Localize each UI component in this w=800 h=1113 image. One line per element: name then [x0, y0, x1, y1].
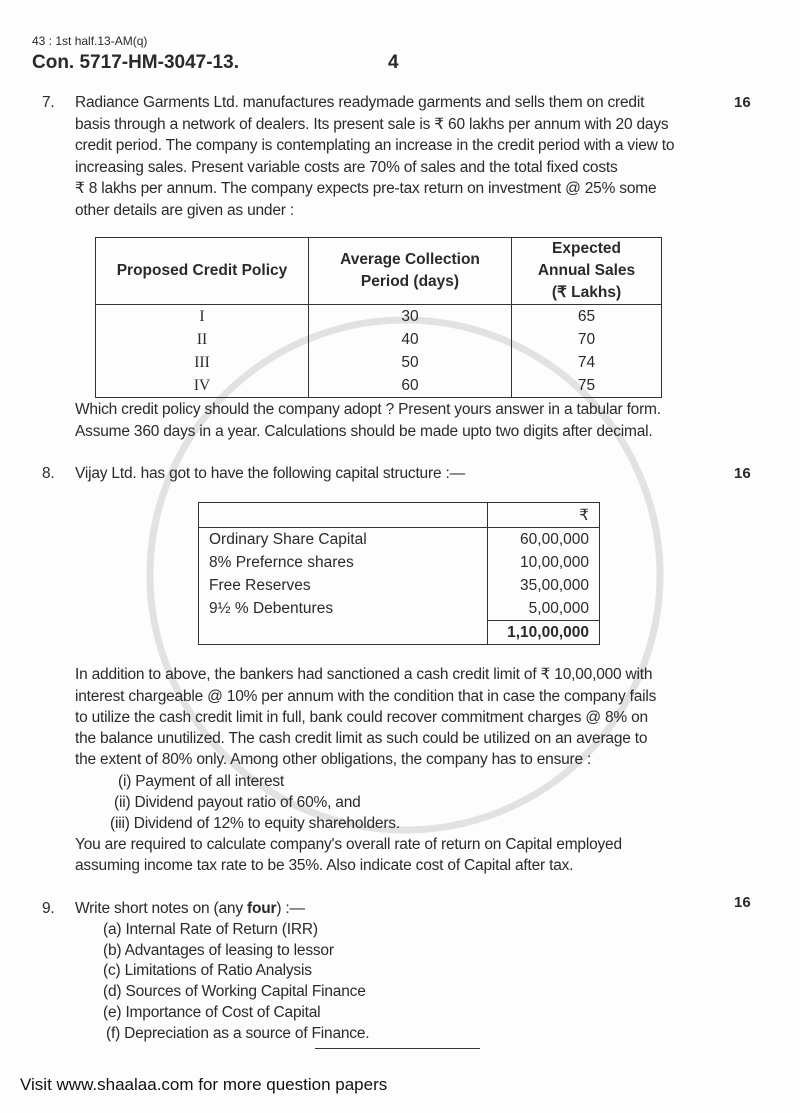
q9-item: (c) Limitations of Ratio Analysis — [103, 962, 312, 979]
cell: Free Reserves — [199, 574, 488, 597]
cell: 65 — [512, 305, 662, 329]
cell: 75 — [512, 374, 662, 398]
q8-item: (ii) Dividend payout ratio of 60%, and — [114, 794, 361, 811]
intro-bold: four — [246, 900, 277, 917]
cell: 30 — [309, 305, 512, 329]
q8-line: In addition to above, the bankers had sanctioned a cash credit limit of ₹ 10,00,000 with — [75, 666, 653, 683]
cell: 40 — [309, 328, 512, 351]
table-row — [199, 597, 600, 621]
cell: II — [96, 328, 309, 351]
q8-item: (i) Payment of all interest — [118, 773, 285, 790]
q9-marks: 16 — [734, 894, 751, 911]
cell: Ordinary Share Capital — [199, 528, 488, 552]
q9-intro — [75, 900, 305, 918]
q7-line: other details are given as under : — [75, 202, 294, 219]
intro-text: Write short notes on (any — [75, 900, 247, 917]
cell: 70 — [512, 328, 662, 351]
cell: I — [96, 305, 309, 329]
currency-header: ₹ — [488, 503, 600, 528]
cell: 50 — [309, 351, 512, 374]
q9-item: (d) Sources of Working Capital Finance — [103, 983, 366, 1000]
q8-line: the balance unutilized. The cash credit limit as such could be utilized on an average to — [75, 730, 648, 747]
q7-number: 7. — [42, 94, 55, 111]
q9-item: (b) Advantages of leasing to lessor — [103, 942, 334, 959]
col-header: Proposed Credit Policy — [96, 238, 309, 305]
col-header: Average Collection Period (days) — [309, 238, 512, 305]
q8-line: interest chargeable @ 10% per annum with the condition that in case the company fails — [75, 688, 657, 705]
q7-line: credit period. The company is contemplating an increase in the credit period with a view to — [75, 137, 675, 154]
cell: 35,00,000 — [488, 574, 600, 597]
col-header: Expected Annual Sales (₹ Lakhs) — [512, 238, 662, 305]
table-row — [96, 328, 662, 351]
page-number: 4 — [388, 52, 399, 73]
q8-line: to utilize the cash credit limit in full, bank could recover commitment charges @ 8% on — [75, 709, 648, 726]
q7-line: ₹ 8 lakhs per annum. The company expects pre-tax return on investment @ 25% some — [75, 180, 657, 197]
q7-line: Radiance Garments Ltd. manufactures readymade garments and sells them on credit — [75, 94, 645, 111]
cell: III — [96, 351, 309, 374]
q8-line: the extent of 80% only. Among other obligations, the company has to ensure : — [75, 751, 592, 768]
table-row — [199, 528, 600, 552]
table-row — [96, 305, 662, 329]
cell: 9½ % Debentures — [199, 597, 488, 621]
intro-text: ) :— — [276, 900, 305, 917]
q8-closing: assuming income tax rate to be 35%. Also indicate cost of Capital after tax. — [75, 857, 574, 874]
end-rule — [315, 1048, 480, 1049]
paper-title: Con. 5717-HM-3047-13. — [32, 52, 239, 73]
q7-line: basis through a network of dealers. Its present sale is ₹ 60 lakhs per annum with 20 days — [75, 116, 669, 133]
cell: 74 — [512, 351, 662, 374]
q9-item: (a) Internal Rate of Return (IRR) — [103, 921, 318, 938]
cell: IV — [96, 374, 309, 398]
cell: 8% Prefernce shares — [199, 551, 488, 574]
cell: 60 — [309, 374, 512, 398]
q8-intro: Vijay Ltd. has got to have the following capital structure :— — [75, 465, 465, 482]
q7-marks: 16 — [734, 94, 751, 111]
table-row — [199, 551, 600, 574]
table-row — [96, 351, 662, 374]
q8-marks: 16 — [734, 465, 751, 482]
q7-after: Assume 360 days in a year. Calculations should be made upto two digits after decimal. — [75, 423, 653, 440]
cell: 10,00,000 — [488, 551, 600, 574]
footer-link[interactable]: Visit www.shaalaa.com for more question papers — [20, 1075, 388, 1094]
table-row — [199, 574, 600, 597]
credit-policy-table — [95, 237, 662, 398]
q9-item: (f) Depreciation as a source of Finance. — [106, 1025, 370, 1042]
total-cell: 1,10,00,000 — [488, 621, 600, 645]
cell: 5,00,000 — [488, 597, 600, 621]
total-row — [199, 621, 600, 645]
q8-closing: You are required to calculate company's overall rate of return on Capital employed — [75, 836, 622, 853]
capital-structure-table — [198, 502, 600, 645]
q7-after: Which credit policy should the company adopt ? Present yours answer in a tabular form. — [75, 401, 661, 418]
table-row — [96, 374, 662, 398]
cell: 60,00,000 — [488, 528, 600, 552]
q9-item: (e) Importance of Cost of Capital — [103, 1004, 321, 1021]
q8-number: 8. — [42, 465, 55, 482]
q8-item: (iii) Dividend of 12% to equity shareholders. — [110, 815, 400, 832]
q7-line: increasing sales. Present variable costs are 70% of sales and the total fixed costs — [75, 159, 618, 176]
q9-number: 9. — [42, 900, 55, 917]
paper-code: 43 : 1st half.13-AM(q) — [32, 34, 148, 48]
